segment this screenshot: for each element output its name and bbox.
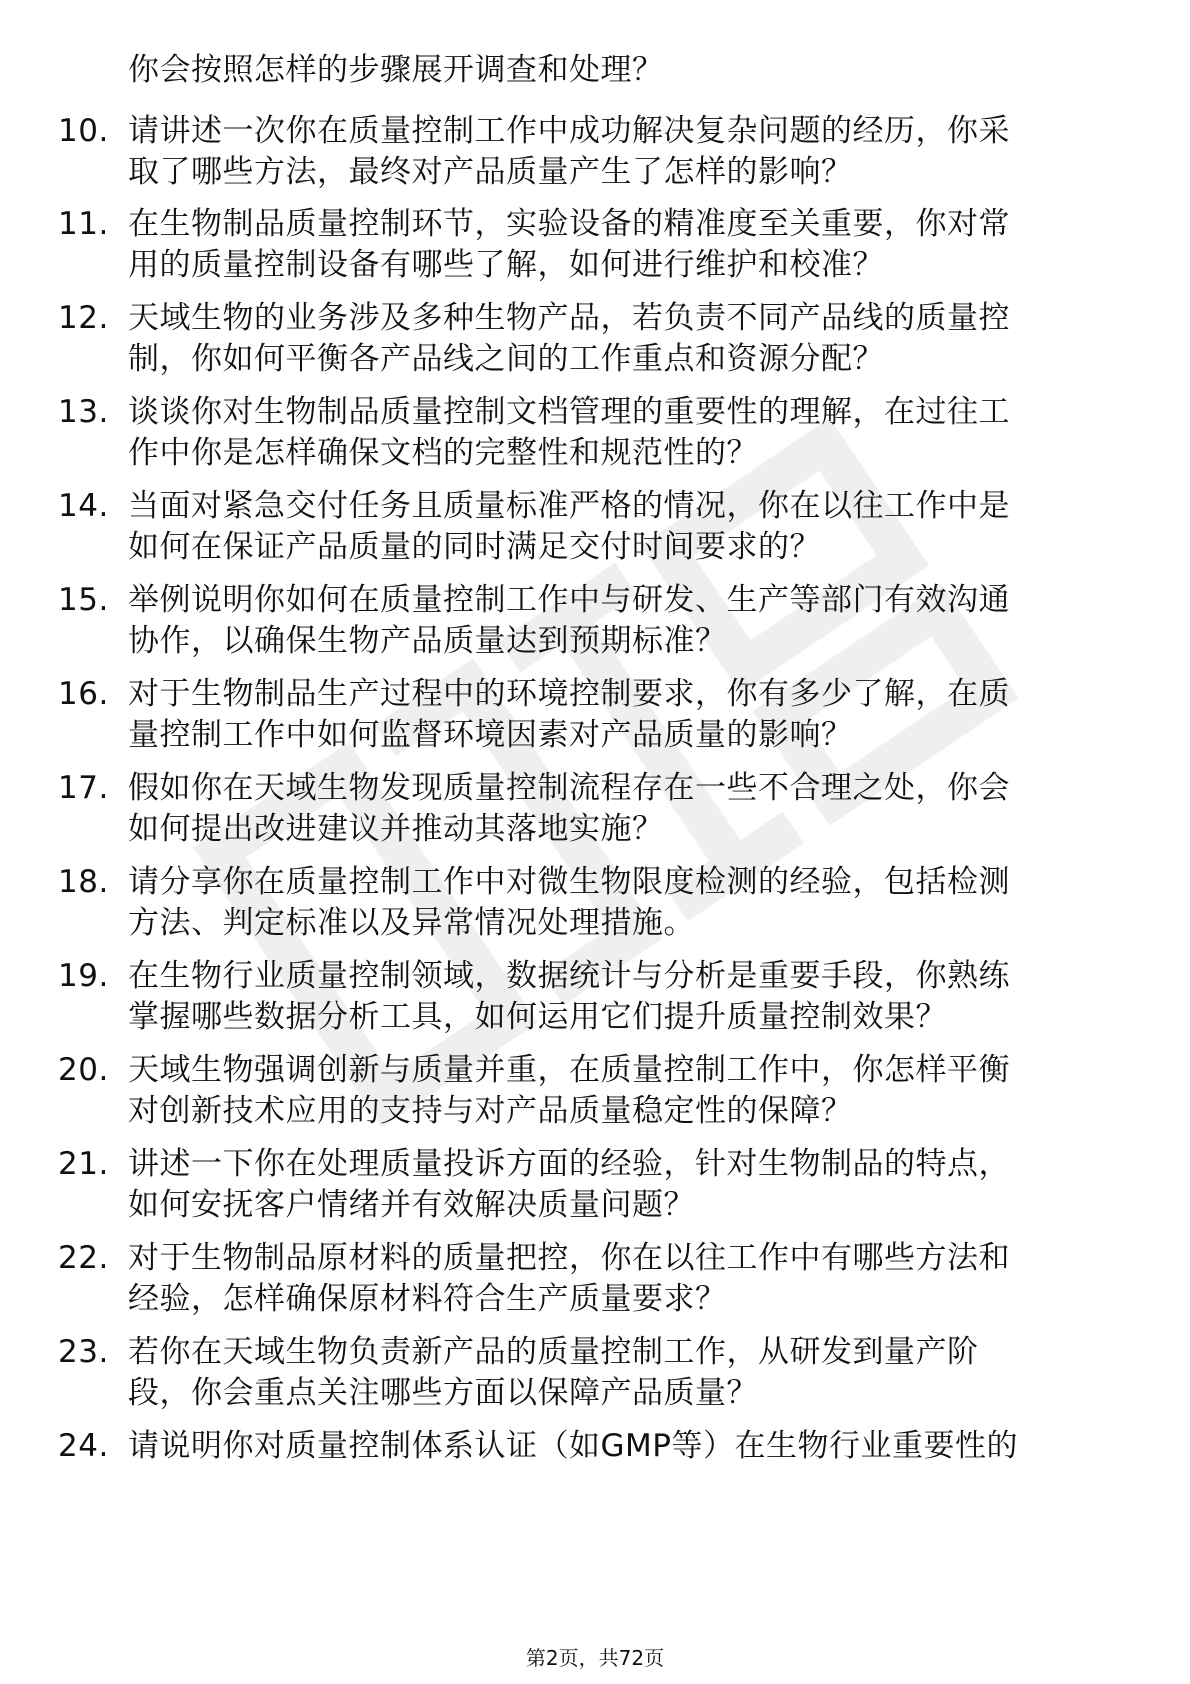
question-text-line: 请讲述一次你在质量控制工作中成功解决复杂问题的经历，你采 xyxy=(128,113,1010,149)
question-text-line: 如何提出改进建议并推动其落地实施？ xyxy=(128,811,664,847)
question-text-line: 如何安抚客户情绪并有效解决质量问题？ xyxy=(128,1187,695,1223)
question-number: 21. xyxy=(58,1146,109,1182)
question-text-line: 讲述一下你在处理质量投诉方面的经验，针对生物制品的特点， xyxy=(128,1146,1010,1182)
question-text-line: 举例说明你如何在质量控制工作中与研发、生产等部门有效沟通 xyxy=(128,582,1010,618)
question-text-line: 在生物制品质量控制环节，实验设备的精准度至关重要，你对常 xyxy=(128,206,1010,242)
question-text-line: 当面对紧急交付任务且质量标准严格的情况，你在以往工作中是 xyxy=(128,488,1010,524)
question-text-line: 如何在保证产品质量的同时满足交付时间要求的？ xyxy=(128,529,821,565)
question-text-line: 若你在天域生物负责新产品的质量控制工作，从研发到量产阶 xyxy=(128,1334,979,1370)
question-number: 20. xyxy=(58,1052,109,1088)
question-number: 16. xyxy=(58,676,109,712)
question-text-line: 取了哪些方法，最终对产品质量产生了怎样的影响？ xyxy=(128,154,853,190)
question-text-line: 在生物行业质量控制领域，数据统计与分析是重要手段，你熟练 xyxy=(128,958,1010,994)
question-number: 19. xyxy=(58,958,109,994)
question-number: 24. xyxy=(58,1428,109,1464)
question-text-line: 对创新技术应用的支持与对产品质量稳定性的保障？ xyxy=(128,1093,853,1129)
question-number: 13. xyxy=(58,394,109,430)
question-number: 15. xyxy=(58,582,109,618)
question-text-line: 量控制工作中如何监督环境因素对产品质量的影响？ xyxy=(128,717,853,753)
question-number: 18. xyxy=(58,864,109,900)
question-text-line: 天域生物强调创新与质量并重，在质量控制工作中，你怎样平衡 xyxy=(128,1052,1010,1088)
question-text-line: 用的质量控制设备有哪些了解，如何进行维护和校准？ xyxy=(128,247,884,283)
question-number: 11. xyxy=(58,206,109,242)
question-text-line: 协作，以确保生物产品质量达到预期标准？ xyxy=(128,623,727,659)
question-number: 12. xyxy=(58,300,109,336)
page-footer: 第2页，共72页 xyxy=(525,1646,665,1670)
question-number: 14. xyxy=(58,488,109,524)
question-text-line: 掌握哪些数据分析工具，如何运用它们提升质量控制效果？ xyxy=(128,999,947,1035)
question-text-line: 作中你是怎样确保文档的完整性和规范性的？ xyxy=(128,435,758,471)
question-text-line: 天域生物的业务涉及多种生物产品，若负责不同产品线的质量控 xyxy=(128,300,1010,336)
question-text-line: 请分享你在质量控制工作中对微生物限度检测的经验，包括检测 xyxy=(128,864,1010,900)
question-text-line: 请说明你对质量控制体系认证（如GMP等）在生物行业重要性的 xyxy=(128,1428,1018,1464)
question-number: 23. xyxy=(58,1334,109,1370)
question-text-line: 方法、判定标准以及异常情况处理措施。 xyxy=(128,905,695,941)
question-text-line: 对于生物制品生产过程中的环境控制要求，你有多少了解，在质 xyxy=(128,676,1010,712)
question-text-line: 假如你在天域生物发现质量控制流程存在一些不合理之处，你会 xyxy=(128,770,1010,806)
question-text-line: 制，你如何平衡各产品线之间的工作重点和资源分配？ xyxy=(128,341,884,377)
question-text-line: 经验，怎样确保原材料符合生产质量要求？ xyxy=(128,1281,727,1317)
question-text-line: 段，你会重点关注哪些方面以保障产品质量？ xyxy=(128,1375,758,1411)
question-number: 17. xyxy=(58,770,109,806)
question-text-line: 谈谈你对生物制品质量控制文档管理的重要性的理解，在过往工 xyxy=(128,394,1010,430)
question-text-line: 对于生物制品原材料的质量把控，你在以往工作中有哪些方法和 xyxy=(128,1240,1010,1276)
question-text-line: 你会按照怎样的步骤展开调查和处理？ xyxy=(128,52,664,88)
question-number: 22. xyxy=(58,1240,109,1276)
question-number: 10. xyxy=(58,113,109,149)
